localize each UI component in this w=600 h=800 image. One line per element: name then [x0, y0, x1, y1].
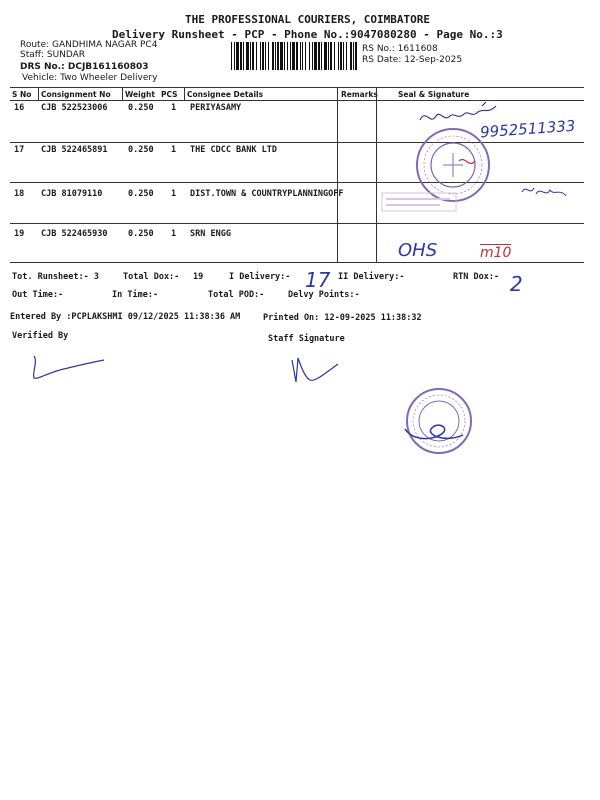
row-consignee: PERIYASAMY — [190, 103, 242, 113]
handwritten-rtn-dox: 2 — [510, 272, 523, 296]
barcode-bar — [338, 42, 339, 70]
row-sno: 16 — [14, 103, 25, 113]
total-pod-label: Total POD:- — [208, 290, 265, 300]
total-runsheet: Tot. Runsheet:- 3 — [12, 272, 99, 282]
barcode-bar — [305, 42, 306, 70]
barcode-bar — [246, 42, 249, 70]
barcode-bar — [314, 42, 317, 70]
handwritten-phone: 9952511333 — [479, 116, 576, 142]
barcode-bar — [236, 42, 239, 70]
barcode-bar — [309, 42, 310, 70]
company-name: THE PROFESSIONAL COURIERS, COIMBATORE — [185, 13, 431, 26]
barcode-bar — [353, 42, 354, 70]
barcode-bar — [272, 42, 274, 70]
barcode-bar — [284, 42, 285, 70]
staff-signature — [288, 352, 348, 386]
barcode-bar — [268, 42, 269, 70]
row-consignee: SRN ENGG — [190, 229, 231, 239]
row-consignment: CJB 522465891 — [41, 145, 108, 155]
signature-row18 — [520, 182, 570, 208]
route-label: Route: GANDHIMA NAGAR PC4 — [20, 40, 158, 50]
sheet-title: Delivery Runsheet - PCP - Phone No.:9047080280 - Page No.:3 — [112, 28, 503, 41]
col-header-seal: Seal & Signature — [398, 90, 470, 99]
barcode-bar — [252, 42, 254, 70]
barcode-bar — [287, 42, 288, 70]
barcode-bar — [340, 42, 342, 70]
row-pcs: 1 — [171, 103, 177, 113]
col-header-consignment: Consignment No — [41, 90, 111, 99]
barcode-bar — [260, 42, 261, 70]
printed-on: Printed On: 12-09-2025 11:38:32 — [263, 313, 422, 323]
barcode-bar — [300, 42, 301, 70]
drs-number: DRS No.: DCJB161160803 — [20, 62, 149, 72]
barcode-bar — [355, 42, 357, 70]
row-sno: 18 — [14, 189, 25, 199]
row-pcs: 1 — [171, 189, 177, 199]
vehicle-label: Vehicle: Two Wheeler Delivery — [22, 73, 158, 83]
handwritten-m10: m10 — [480, 245, 512, 261]
barcode-bar — [346, 42, 347, 70]
barcode-bar — [250, 42, 251, 70]
faded-stamp — [380, 191, 460, 215]
barcode-bar — [280, 42, 283, 70]
row-weight: 0.250 — [128, 145, 154, 155]
barcode-bar — [231, 42, 232, 70]
rtn-dox-label: RTN Dox:- — [453, 272, 500, 282]
row-weight: 0.250 — [128, 229, 154, 239]
barcode-bar — [243, 42, 244, 70]
barcode-bar — [234, 42, 235, 70]
row-weight: 0.250 — [128, 189, 154, 199]
ii-delivery-label: II Delivery:- — [338, 272, 405, 282]
row-pcs: 1 — [171, 229, 177, 239]
col-header-consignee: Consignee Details — [187, 90, 264, 99]
row-consignment: CJB 522523006 — [41, 103, 108, 113]
barcode-bar — [334, 42, 335, 70]
i-delivery-label: I Delivery:- — [229, 272, 291, 282]
barcode-bar — [262, 42, 264, 70]
barcode-bar — [275, 42, 276, 70]
total-dox-label: Total Dox:- — [123, 272, 180, 282]
barcode-bar — [265, 42, 266, 70]
barcode-bar — [296, 42, 298, 70]
row-sno: 19 — [14, 229, 25, 239]
barcode-bar — [290, 42, 291, 70]
rs-date: RS Date: 12-Sep-2025 — [362, 55, 463, 65]
row-weight: 0.250 — [128, 103, 154, 113]
bottom-seal-stamp — [403, 385, 483, 465]
total-dox-value: 19 — [193, 272, 204, 282]
col-header-weight: Weight — [125, 90, 155, 99]
barcode-bar — [321, 42, 322, 70]
barcode-bar — [292, 42, 295, 70]
rs-number: RS No.: 1611608 — [362, 44, 438, 54]
barcode-bar — [343, 42, 344, 70]
barcode-image — [231, 42, 359, 70]
entered-by: Entered By :PCPLAKSHMI 09/12/2025 11:38:36 AM — [10, 312, 241, 322]
barcode-bar — [312, 42, 313, 70]
verified-by-label: Verified By — [12, 331, 69, 341]
handwritten-ohs: OHS — [398, 240, 438, 261]
row-consignee: DIST.TOWN & COUNTRYPLANNINGOFF — [190, 189, 344, 199]
row-consignment: CJB 81079110 — [41, 189, 103, 199]
row-pcs: 1 — [171, 145, 177, 155]
barcode-bar — [330, 42, 332, 70]
delvy-points-label: Delvy Points:- — [288, 290, 360, 300]
staff-signature-label: Staff Signature — [268, 334, 345, 344]
barcode-bar — [318, 42, 320, 70]
barcode-bar — [302, 42, 303, 70]
barcode-bar — [350, 42, 352, 70]
handwritten-i-delivery: 17 — [305, 268, 331, 292]
row-sno: 17 — [14, 145, 25, 155]
verified-signature — [28, 352, 108, 382]
barcode-bar — [277, 42, 279, 70]
barcode-bar — [328, 42, 329, 70]
barcode-bar — [240, 42, 242, 70]
col-header-remarks: Remarks — [341, 90, 378, 99]
staff-label: Staff: SUNDAR — [20, 50, 86, 60]
barcode-bar — [324, 42, 327, 70]
col-header-pcs: PCS — [161, 90, 178, 99]
row-consignment: CJB 522465930 — [41, 229, 108, 239]
col-header-sno: S No — [12, 90, 32, 99]
out-time-label: Out Time:- — [12, 290, 64, 300]
barcode-bar — [256, 42, 257, 70]
in-time-label: In Time:- — [112, 290, 159, 300]
row-consignee: THE CDCC BANK LTD — [190, 145, 277, 155]
